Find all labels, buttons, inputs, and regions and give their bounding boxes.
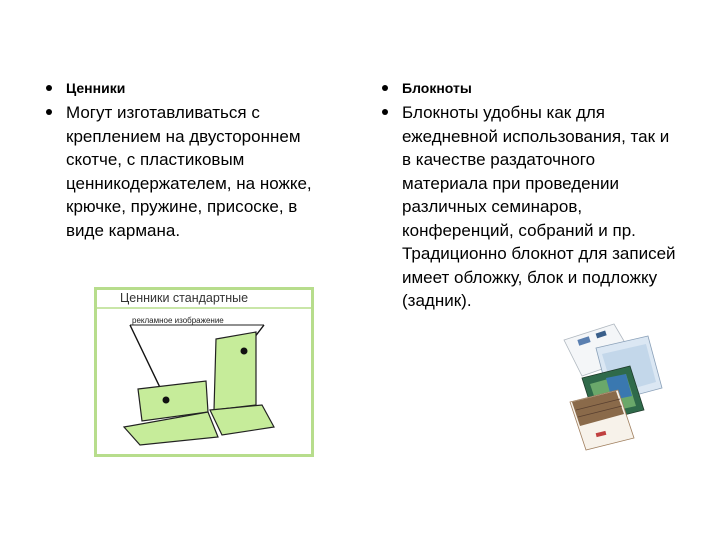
- illustration-label: рекламное изображение: [132, 316, 224, 325]
- bullet-dot: [46, 85, 52, 91]
- tall-card-dot: [241, 348, 248, 355]
- bullet-dot: [382, 85, 388, 91]
- low-card-dot: [163, 397, 170, 404]
- bullet-dot: [382, 109, 388, 115]
- bullet-tsenniki-text: [46, 101, 316, 242]
- left-heading: Ценники: [66, 80, 126, 96]
- right-body: Блокноты удобны как для ежедневной использования, так и в качестве раздаточного материала при проведении различных семинаров, конференций, собраний и пр. Традиционно блокнот для записей имеет обложку, блок и подложку (задник).: [402, 103, 676, 310]
- right-heading: Блокноты: [402, 80, 472, 96]
- bullet-bloknoty-text: [382, 101, 682, 313]
- bullet-dot: [46, 109, 52, 115]
- illustration-title: Ценники стандартные: [120, 291, 249, 305]
- notebooks-photo: [556, 318, 666, 458]
- tall-card: [214, 332, 256, 410]
- price-tag-illustration: [94, 287, 314, 457]
- bullet-bloknoty: [382, 80, 472, 96]
- left-body: Могут изготавливаться с креплением на двустороннем скотче, с пластиковым ценникодержателем, на ножке, крючке, пружине, присоске, в виде кармана.: [66, 103, 312, 240]
- bullet-tsenniki: [46, 80, 125, 96]
